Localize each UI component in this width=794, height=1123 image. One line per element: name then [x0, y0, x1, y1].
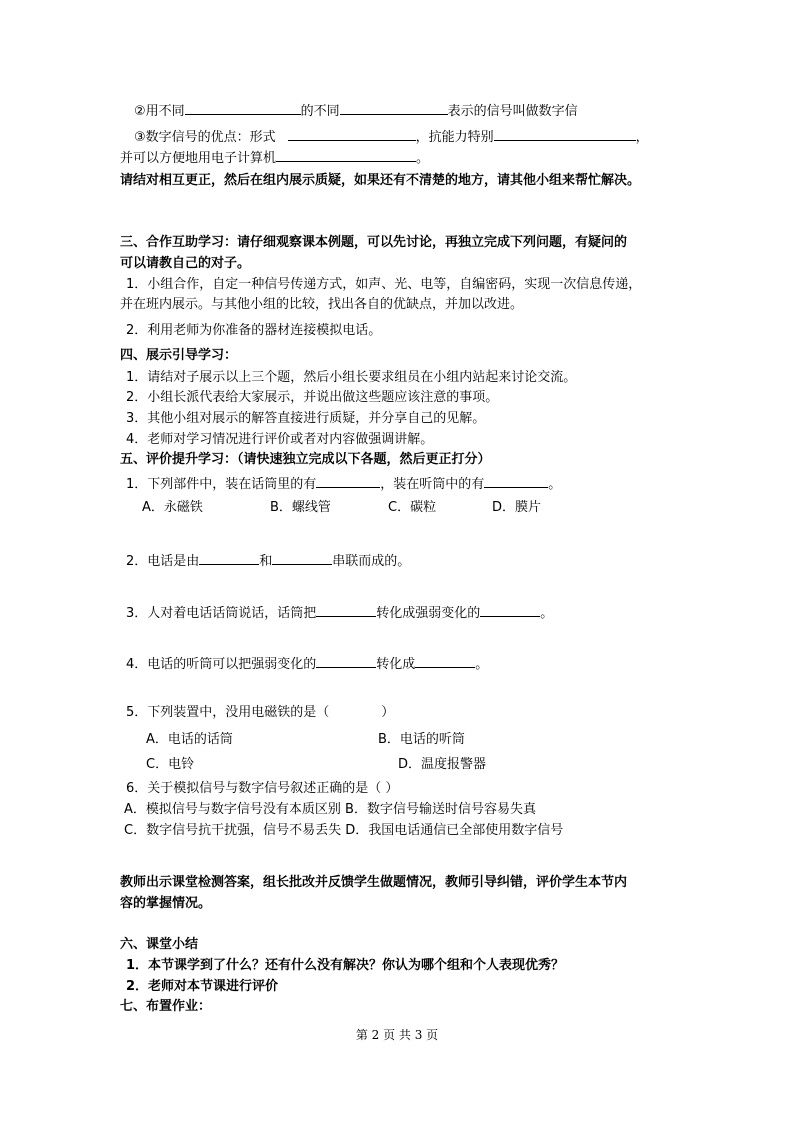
answer-blank[interactable] — [480, 602, 540, 617]
section-6-item-1: 1．本节课学到了什么？还有什么没有解决？你认为哪个组和个人表现优秀？ — [126, 958, 565, 973]
question-1-option-d[interactable]: D．膜片 — [492, 500, 542, 515]
answer-blank[interactable] — [185, 100, 301, 115]
question-2: 2．电话是由 和 串联而成的。 — [126, 550, 410, 571]
question-5-option-c[interactable]: C．电铃 — [146, 757, 195, 772]
section-5-title: 五、评价提升学习：（请快速独立完成以下各题，然后更正打分） — [120, 452, 491, 467]
answer-blank[interactable] — [199, 550, 259, 565]
section-3-title-cont: 可以请教自己的对子。 — [120, 256, 251, 271]
section-4-item: 1．请结对子展示以上三个题，然后小组长要求组员在小组内站起来讨论交流。 — [126, 370, 577, 385]
section-3-title: 三、合作互助学习：请仔细观察课本例题，可以先讨论，再独立完成下列问题，有疑问的 — [120, 235, 628, 250]
answer-blank[interactable] — [276, 147, 416, 162]
question-1-option-b[interactable]: B．螺线管 — [270, 500, 331, 515]
section-4-title: 四、展示引导学习： — [120, 348, 238, 363]
fill-line-digital-signal: ②用不同 的不同 表示的信号叫做数字信 — [134, 100, 578, 121]
answer-blank[interactable] — [288, 126, 416, 141]
question-5-option-b[interactable]: B．电话的听筒 — [378, 732, 465, 747]
question-1-option-c[interactable]: C．碳粒 — [388, 500, 437, 515]
fill-line-computer: 并可以方便地用电子计算机 。 — [120, 147, 429, 168]
question-5-option-a[interactable]: A．电话的话筒 — [146, 732, 233, 747]
section-3-item-1-cont: 并在班内展示。与其他小组的比较，找出各自的优缺点，并加以改进。 — [120, 297, 524, 312]
question-6: 6．关于模拟信号与数字信号叙述正确的是（ ） — [126, 781, 399, 796]
section-3-item-1: 1．小组合作，自定一种信号传递方式，如声、光、电等，自编密码，实现一次信息传递， — [126, 277, 642, 292]
answer-blank[interactable] — [415, 653, 475, 668]
question-3: 3．人对着电话话筒说话，话筒把 转化成强弱变化的 。 — [126, 602, 553, 623]
answer-blank[interactable] — [340, 100, 448, 115]
section-4-item: 4．老师对学习情况进行评价或者对内容做强调讲解。 — [126, 432, 434, 447]
question-6-options-cd[interactable]: C．数字信号抗干扰强，信号不易丢失 D．我国电话通信已全部使用数字信号 — [124, 823, 564, 838]
answer-blank[interactable] — [484, 473, 548, 488]
question-5: 5．下列装置中，没用电磁铁的是（ ） — [126, 705, 395, 720]
teacher-note-cont: 容的掌握情况。 — [120, 896, 212, 911]
question-6-options-ab[interactable]: A．模拟信号与数字信号没有本质区别 B．数字信号输送时信号容易失真 — [124, 802, 536, 817]
question-5-option-d[interactable]: D．温度报警器 — [398, 757, 487, 772]
teacher-note: 教师出示课堂检测答案，组长批改并反馈学生做题情况，教师引导纠错，评价学生本节内 — [120, 875, 628, 890]
answer-blank[interactable] — [316, 473, 380, 488]
section-7-title: 七、布置作业： — [120, 999, 212, 1014]
page-number-footer: 第 2 页 共 3 页 — [355, 1028, 439, 1042]
answer-blank[interactable] — [494, 126, 636, 141]
section-4-item: 2．小组长派代表给大家展示，并说出做这些题应该注意的事项。 — [126, 390, 499, 405]
question-4: 4．电话的听筒可以把强弱变化的 转化成 。 — [126, 653, 488, 674]
question-1-option-a[interactable]: A．永磁铁 — [142, 500, 203, 515]
answer-blank[interactable] — [316, 602, 376, 617]
section-6-item-2: 2．老师对本节课进行评价 — [126, 979, 279, 994]
peer-correction-note: 请结对相互更正，然后在组内展示质疑，如果还有不清楚的地方，请其他小组来帮忙解决。 — [120, 173, 641, 188]
answer-blank[interactable] — [272, 550, 332, 565]
section-4-item: 3．其他小组对展示的解答直接进行质疑，并分享自己的见解。 — [126, 411, 486, 426]
section-3-item-2: 2．利用老师为你准备的器材连接模拟电话。 — [126, 323, 382, 338]
fill-line-digital-advantages: ③数字信号的优点：形式 ，抗能力特别 ， — [134, 126, 649, 147]
answer-blank[interactable] — [316, 653, 376, 668]
question-1: 1．下列部件中，装在话筒里的有 ，装在听筒中的有 。 — [126, 473, 561, 494]
section-6-title: 六、课堂小结 — [120, 937, 199, 952]
